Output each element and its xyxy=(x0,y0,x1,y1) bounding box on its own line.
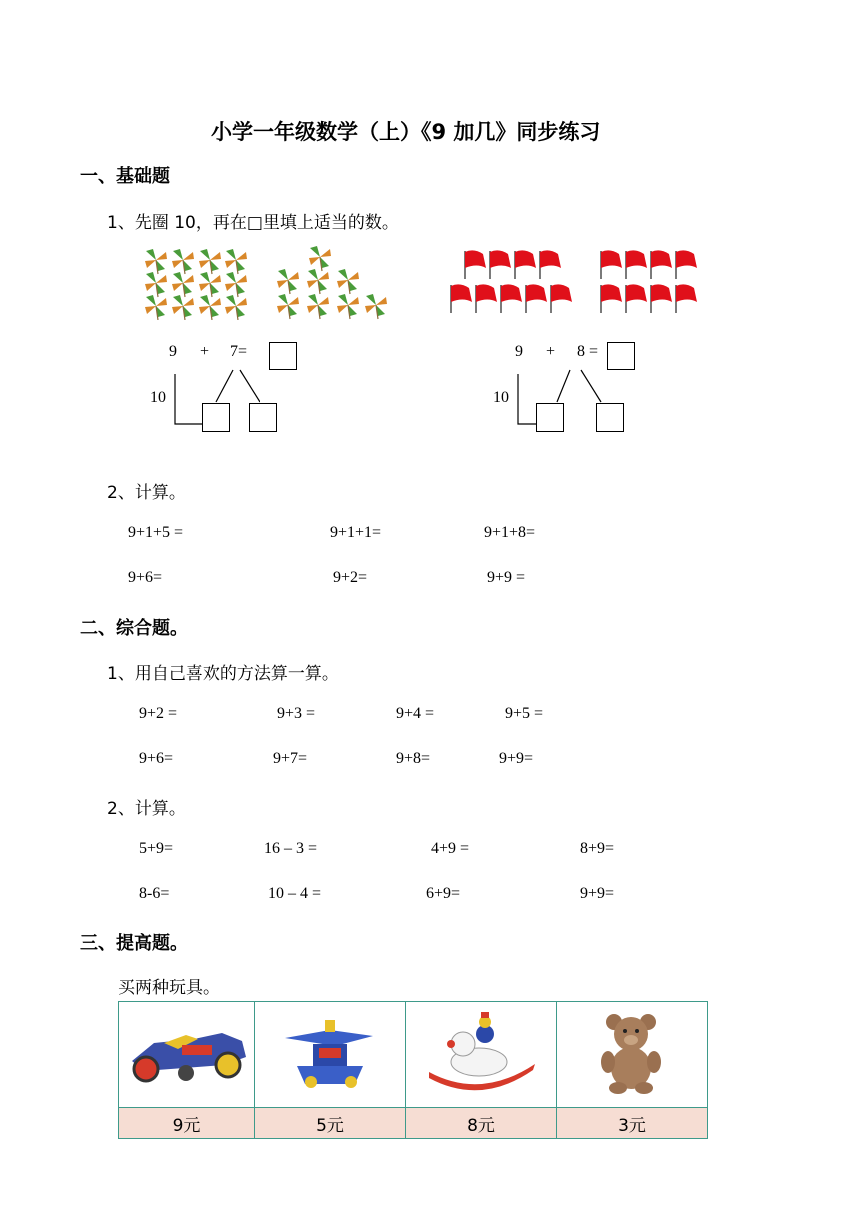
s2q2-r1c3: 4+9 = xyxy=(431,840,470,857)
left-plus: + xyxy=(200,343,210,360)
left-split-box-2[interactable] xyxy=(249,403,277,432)
red-flags-picture xyxy=(443,245,703,320)
s1q2-r1c2: 9+1+1= xyxy=(330,524,382,541)
toy-cell-teddy-bear[interactable] xyxy=(557,1002,708,1108)
s2q1-r1c1: 9+2 = xyxy=(139,705,178,722)
s2q1-r1c4: 9+5 = xyxy=(505,705,544,722)
s2q2-r1c1: 5+9= xyxy=(139,840,174,857)
s2q2-r2c2: 10 – 4 = xyxy=(268,885,322,902)
s2q1-r2c1: 9+6= xyxy=(139,750,174,767)
right-answer-box[interactable] xyxy=(607,342,635,370)
s1q2-r1c3: 9+1+8= xyxy=(484,524,536,541)
toy-robot-icon xyxy=(275,1010,385,1095)
s1q2-r2c3: 9+9 = xyxy=(487,569,526,586)
right-split-box-2[interactable] xyxy=(596,403,624,432)
page-title: 小学一年级数学（上）《9 加几》同步练习 xyxy=(211,120,601,144)
s2q2-r1c4: 8+9= xyxy=(580,840,615,857)
left-addend-a: 9 xyxy=(169,343,177,360)
flag-group-right xyxy=(601,250,697,313)
right-split-box-1[interactable] xyxy=(536,403,564,432)
toy-cell-rocking-horse[interactable] xyxy=(406,1002,557,1108)
teddy-bear-icon xyxy=(592,1008,672,1098)
right-addend-b: 8 = xyxy=(577,343,599,360)
s2q1-r1c3: 9+4 = xyxy=(396,705,435,722)
s2q1-r2c2: 9+7= xyxy=(273,750,308,767)
flag-group-left xyxy=(451,250,572,313)
s2q2-r1c2: 16 – 3 = xyxy=(264,840,318,857)
s2q1-r1c2: 9+3 = xyxy=(277,705,316,722)
left-ten-label: 10 xyxy=(150,389,166,406)
right-plus: + xyxy=(546,343,556,360)
question-1-prompt: 1、先圈 10，再在□里填上适当的数。 xyxy=(107,213,399,233)
pinwheel-picture xyxy=(138,245,388,320)
s2-question-2-prompt: 2、计算。 xyxy=(107,799,186,819)
pinwheel-group-right xyxy=(277,246,387,319)
price-teddy-bear: 3元 xyxy=(557,1108,708,1139)
s2q1-r2c3: 9+8= xyxy=(396,750,431,767)
price-rocking-horse: 8元 xyxy=(406,1108,557,1139)
section-heading-advanced: 三、提高题。 xyxy=(80,933,188,954)
toy-cell-car[interactable] xyxy=(119,1002,255,1108)
toy-cell-robot[interactable] xyxy=(255,1002,406,1108)
pinwheel-group-left xyxy=(145,249,247,320)
s1q2-r2c2: 9+2= xyxy=(333,569,368,586)
price-car: 9元 xyxy=(119,1108,255,1139)
question-2-prompt: 2、计算。 xyxy=(107,483,186,503)
price-robot: 5元 xyxy=(255,1108,406,1139)
s3-prompt: 买两种玩具。 xyxy=(118,978,220,998)
s2-question-1-prompt: 1、用自己喜欢的方法算一算。 xyxy=(107,664,339,684)
s2q1-r2c4: 9+9= xyxy=(499,750,534,767)
toy-price-table xyxy=(118,1001,708,1139)
rocking-horse-icon xyxy=(421,1008,541,1098)
right-ten-label: 10 xyxy=(493,389,509,406)
section-heading-comprehensive: 二、综合题。 xyxy=(80,618,188,639)
right-addend-a: 9 xyxy=(515,343,523,360)
left-answer-box[interactable] xyxy=(269,342,297,370)
toy-car-icon xyxy=(124,1013,249,1093)
section-heading-basic: 一、基础题 xyxy=(80,166,170,187)
s1q2-r1c1: 9+1+5 = xyxy=(128,524,184,541)
left-split-box-1[interactable] xyxy=(202,403,230,432)
left-addend-b: 7= xyxy=(230,343,248,360)
s1q2-r2c1: 9+6= xyxy=(128,569,163,586)
s2q2-r2c1: 8-6= xyxy=(139,885,170,902)
s2q2-r2c4: 9+9= xyxy=(580,885,615,902)
s2q2-r2c3: 6+9= xyxy=(426,885,461,902)
